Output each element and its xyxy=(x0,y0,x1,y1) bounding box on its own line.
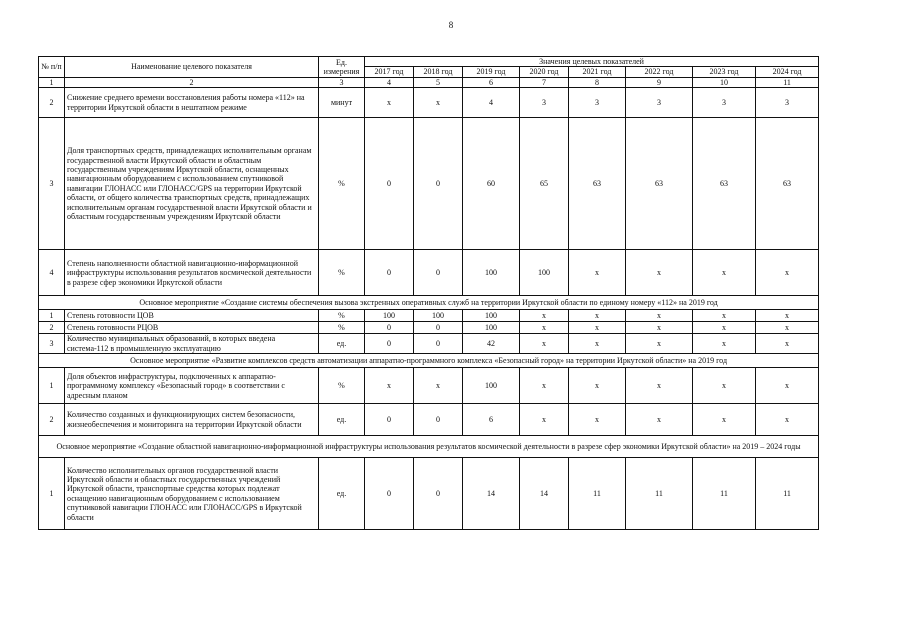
indicator-name: Количество исполнительных органов государственной власти Иркутской области и областных государственных учреждений Иркутской области, транспортные средства которых подлежат оснащению навигационным оборудованием с использованием спутниковой навигации ГЛОНАСС или ГЛОНАСС/GPS в Иркутской области xyxy=(65,458,319,530)
value-cell: 14 xyxy=(463,458,520,530)
value-cell: х xyxy=(520,368,569,404)
row-number: 1 xyxy=(39,458,65,530)
value-cell: х xyxy=(569,404,626,436)
header-year: 2021 год xyxy=(569,67,626,77)
value-cell: 3 xyxy=(693,88,756,118)
col-number: 7 xyxy=(520,77,569,87)
value-cell: х xyxy=(569,368,626,404)
header-year: 2024 год xyxy=(756,67,819,77)
value-cell: 100 xyxy=(365,310,414,322)
value-cell: х xyxy=(756,368,819,404)
value-cell: 0 xyxy=(414,458,463,530)
value-cell: 63 xyxy=(756,118,819,250)
col-number: 6 xyxy=(463,77,520,87)
value-cell: 11 xyxy=(569,458,626,530)
unit-cell: ед. xyxy=(319,404,365,436)
row-number: 3 xyxy=(39,118,65,250)
unit-cell: % xyxy=(319,118,365,250)
section-title: Основное мероприятие «Создание областной навигационно-информационной инфраструктуры использования результатов космической деятельности в разрезе сфер экономики Иркутской области» на 2019 – 2024 годы xyxy=(39,436,819,458)
value-cell: х xyxy=(756,250,819,296)
value-cell: 3 xyxy=(520,88,569,118)
page-number: 8 xyxy=(448,20,454,30)
value-cell: 100 xyxy=(463,250,520,296)
header-name: Наименование целевого показателя xyxy=(65,57,319,78)
header-year: 2020 год xyxy=(520,67,569,77)
value-cell: х xyxy=(693,310,756,322)
row-number: 3 xyxy=(39,334,65,354)
unit-cell: ед. xyxy=(319,334,365,354)
value-cell: х xyxy=(756,310,819,322)
value-cell: 0 xyxy=(365,404,414,436)
header-year: 2017 год xyxy=(365,67,414,77)
table-row xyxy=(39,404,819,436)
table-row xyxy=(39,250,819,296)
value-cell: х xyxy=(626,250,693,296)
section-title: Основное мероприятие «Развитие комплексов средств автоматизации аппаратно-программного комплекса «Безопасный город» на территории Иркутской области» на 2019 год xyxy=(39,354,819,368)
value-cell: х xyxy=(626,404,693,436)
table-row xyxy=(39,458,819,530)
unit-cell: % xyxy=(319,310,365,322)
col-number: 10 xyxy=(693,77,756,87)
value-cell: х xyxy=(365,368,414,404)
value-cell: х xyxy=(693,322,756,334)
col-number: 11 xyxy=(756,77,819,87)
header-year: 2018 год xyxy=(414,67,463,77)
indicator-name: Снижение среднего времени восстановления работы номера «112» на территории Иркутской области в нештатном режиме xyxy=(65,88,319,118)
value-cell: 11 xyxy=(693,458,756,530)
header-num: № п/п xyxy=(39,57,65,78)
value-cell: х xyxy=(569,322,626,334)
col-number: 3 xyxy=(319,77,365,87)
value-cell: 42 xyxy=(463,334,520,354)
col-number: 2 xyxy=(65,77,319,87)
col-number: 9 xyxy=(626,77,693,87)
value-cell: х xyxy=(569,334,626,354)
unit-cell: % xyxy=(319,322,365,334)
unit-cell: % xyxy=(319,250,365,296)
section-title: Основное мероприятие «Создание системы обеспечения вызова экстренных оперативных служб на территории Иркутской области по единому номеру «112» на 2019 год xyxy=(39,296,819,310)
value-cell: 3 xyxy=(756,88,819,118)
section-row xyxy=(39,436,819,458)
unit-cell: % xyxy=(319,368,365,404)
value-cell: х xyxy=(569,250,626,296)
value-cell: х xyxy=(520,404,569,436)
value-cell: 63 xyxy=(626,118,693,250)
header-year: 2019 год xyxy=(463,67,520,77)
indicator-name: Степень наполненности областной навигационно-информационной инфраструктуры использования результатов космической деятельности в разрезе сфер экономики Иркутской области xyxy=(65,250,319,296)
row-number: 4 xyxy=(39,250,65,296)
header-row-top xyxy=(39,57,819,67)
table-row xyxy=(39,88,819,118)
value-cell: 100 xyxy=(463,310,520,322)
value-cell: х xyxy=(365,88,414,118)
value-cell: 100 xyxy=(414,310,463,322)
value-cell: х xyxy=(756,404,819,436)
unit-cell: минут xyxy=(319,88,365,118)
header-values: Значения целевых показателей xyxy=(365,57,819,67)
indicator-name: Доля объектов инфраструктуры, подключенных к аппаратно-программному комплексу «Безопасный город» в соответствии с адресным планом xyxy=(65,368,319,404)
value-cell: 0 xyxy=(414,404,463,436)
table-row xyxy=(39,368,819,404)
row-number: 2 xyxy=(39,88,65,118)
value-cell: х xyxy=(626,334,693,354)
row-number: 2 xyxy=(39,404,65,436)
value-cell: 3 xyxy=(626,88,693,118)
unit-cell: ед. xyxy=(319,458,365,530)
value-cell: 0 xyxy=(365,250,414,296)
value-cell: 11 xyxy=(756,458,819,530)
value-cell: 6 xyxy=(463,404,520,436)
value-cell: 63 xyxy=(693,118,756,250)
target-indicators-table xyxy=(38,56,819,530)
header-unit: Ед. измерения xyxy=(319,57,365,78)
value-cell: х xyxy=(414,368,463,404)
value-cell: х xyxy=(520,334,569,354)
value-cell: х xyxy=(520,322,569,334)
row-number: 2 xyxy=(39,322,65,334)
value-cell: х xyxy=(693,368,756,404)
value-cell: 0 xyxy=(414,118,463,250)
indicator-name: Доля транспортных средств, принадлежащих исполнительным органам государственной власти Иркутской области и областным государственным учреждениям Иркутской области, оснащенных навигационным оборудованием с использованием спутниковой навигации ГЛОНАСС или ГЛОНАСС/GPS на территории Иркутской области, от общего количества транспортных средств, принадлежащих исполнительным органам государственной власти Иркутской области и областным государственным учреждениям Иркутской области xyxy=(65,118,319,250)
indicator-name: Количество созданных и функционирующих систем безопасности, жизнеобеспечения и мониторинга на территории Иркутской области xyxy=(65,404,319,436)
value-cell: 0 xyxy=(365,118,414,250)
value-cell: 0 xyxy=(414,250,463,296)
section-row xyxy=(39,296,819,310)
value-cell: 11 xyxy=(626,458,693,530)
value-cell: х xyxy=(569,310,626,322)
indicator-name: Степень готовности ЦОВ xyxy=(65,310,319,322)
header-year: 2022 год xyxy=(626,67,693,77)
value-cell: 4 xyxy=(463,88,520,118)
value-cell: 14 xyxy=(520,458,569,530)
value-cell: 100 xyxy=(463,368,520,404)
value-cell: х xyxy=(693,404,756,436)
col-number: 4 xyxy=(365,77,414,87)
value-cell: 0 xyxy=(414,334,463,354)
table-row xyxy=(39,310,819,322)
value-cell: 65 xyxy=(520,118,569,250)
value-cell: х xyxy=(626,322,693,334)
table-row xyxy=(39,118,819,250)
row-number: 1 xyxy=(39,368,65,404)
value-cell: 100 xyxy=(463,322,520,334)
value-cell: 0 xyxy=(365,322,414,334)
value-cell: 100 xyxy=(520,250,569,296)
col-number: 5 xyxy=(414,77,463,87)
value-cell: х xyxy=(693,250,756,296)
column-numbers-row xyxy=(39,77,819,87)
value-cell: 60 xyxy=(463,118,520,250)
indicator-name: Количество муниципальных образований, в которых введена система-112 в промышленную эксплуатацию xyxy=(65,334,319,354)
value-cell: х xyxy=(756,334,819,354)
value-cell: х xyxy=(520,310,569,322)
value-cell: х xyxy=(626,310,693,322)
value-cell: х xyxy=(414,88,463,118)
table-row xyxy=(39,322,819,334)
col-number: 1 xyxy=(39,77,65,87)
col-number: 8 xyxy=(569,77,626,87)
value-cell: 0 xyxy=(365,458,414,530)
value-cell: х xyxy=(626,368,693,404)
value-cell: 63 xyxy=(569,118,626,250)
value-cell: х xyxy=(756,322,819,334)
section-row xyxy=(39,354,819,368)
table-row xyxy=(39,334,819,354)
value-cell: 0 xyxy=(365,334,414,354)
value-cell: х xyxy=(693,334,756,354)
header-year: 2023 год xyxy=(693,67,756,77)
value-cell: 0 xyxy=(414,322,463,334)
row-number: 1 xyxy=(39,310,65,322)
indicator-name: Степень готовности РЦОВ xyxy=(65,322,319,334)
value-cell: 3 xyxy=(569,88,626,118)
